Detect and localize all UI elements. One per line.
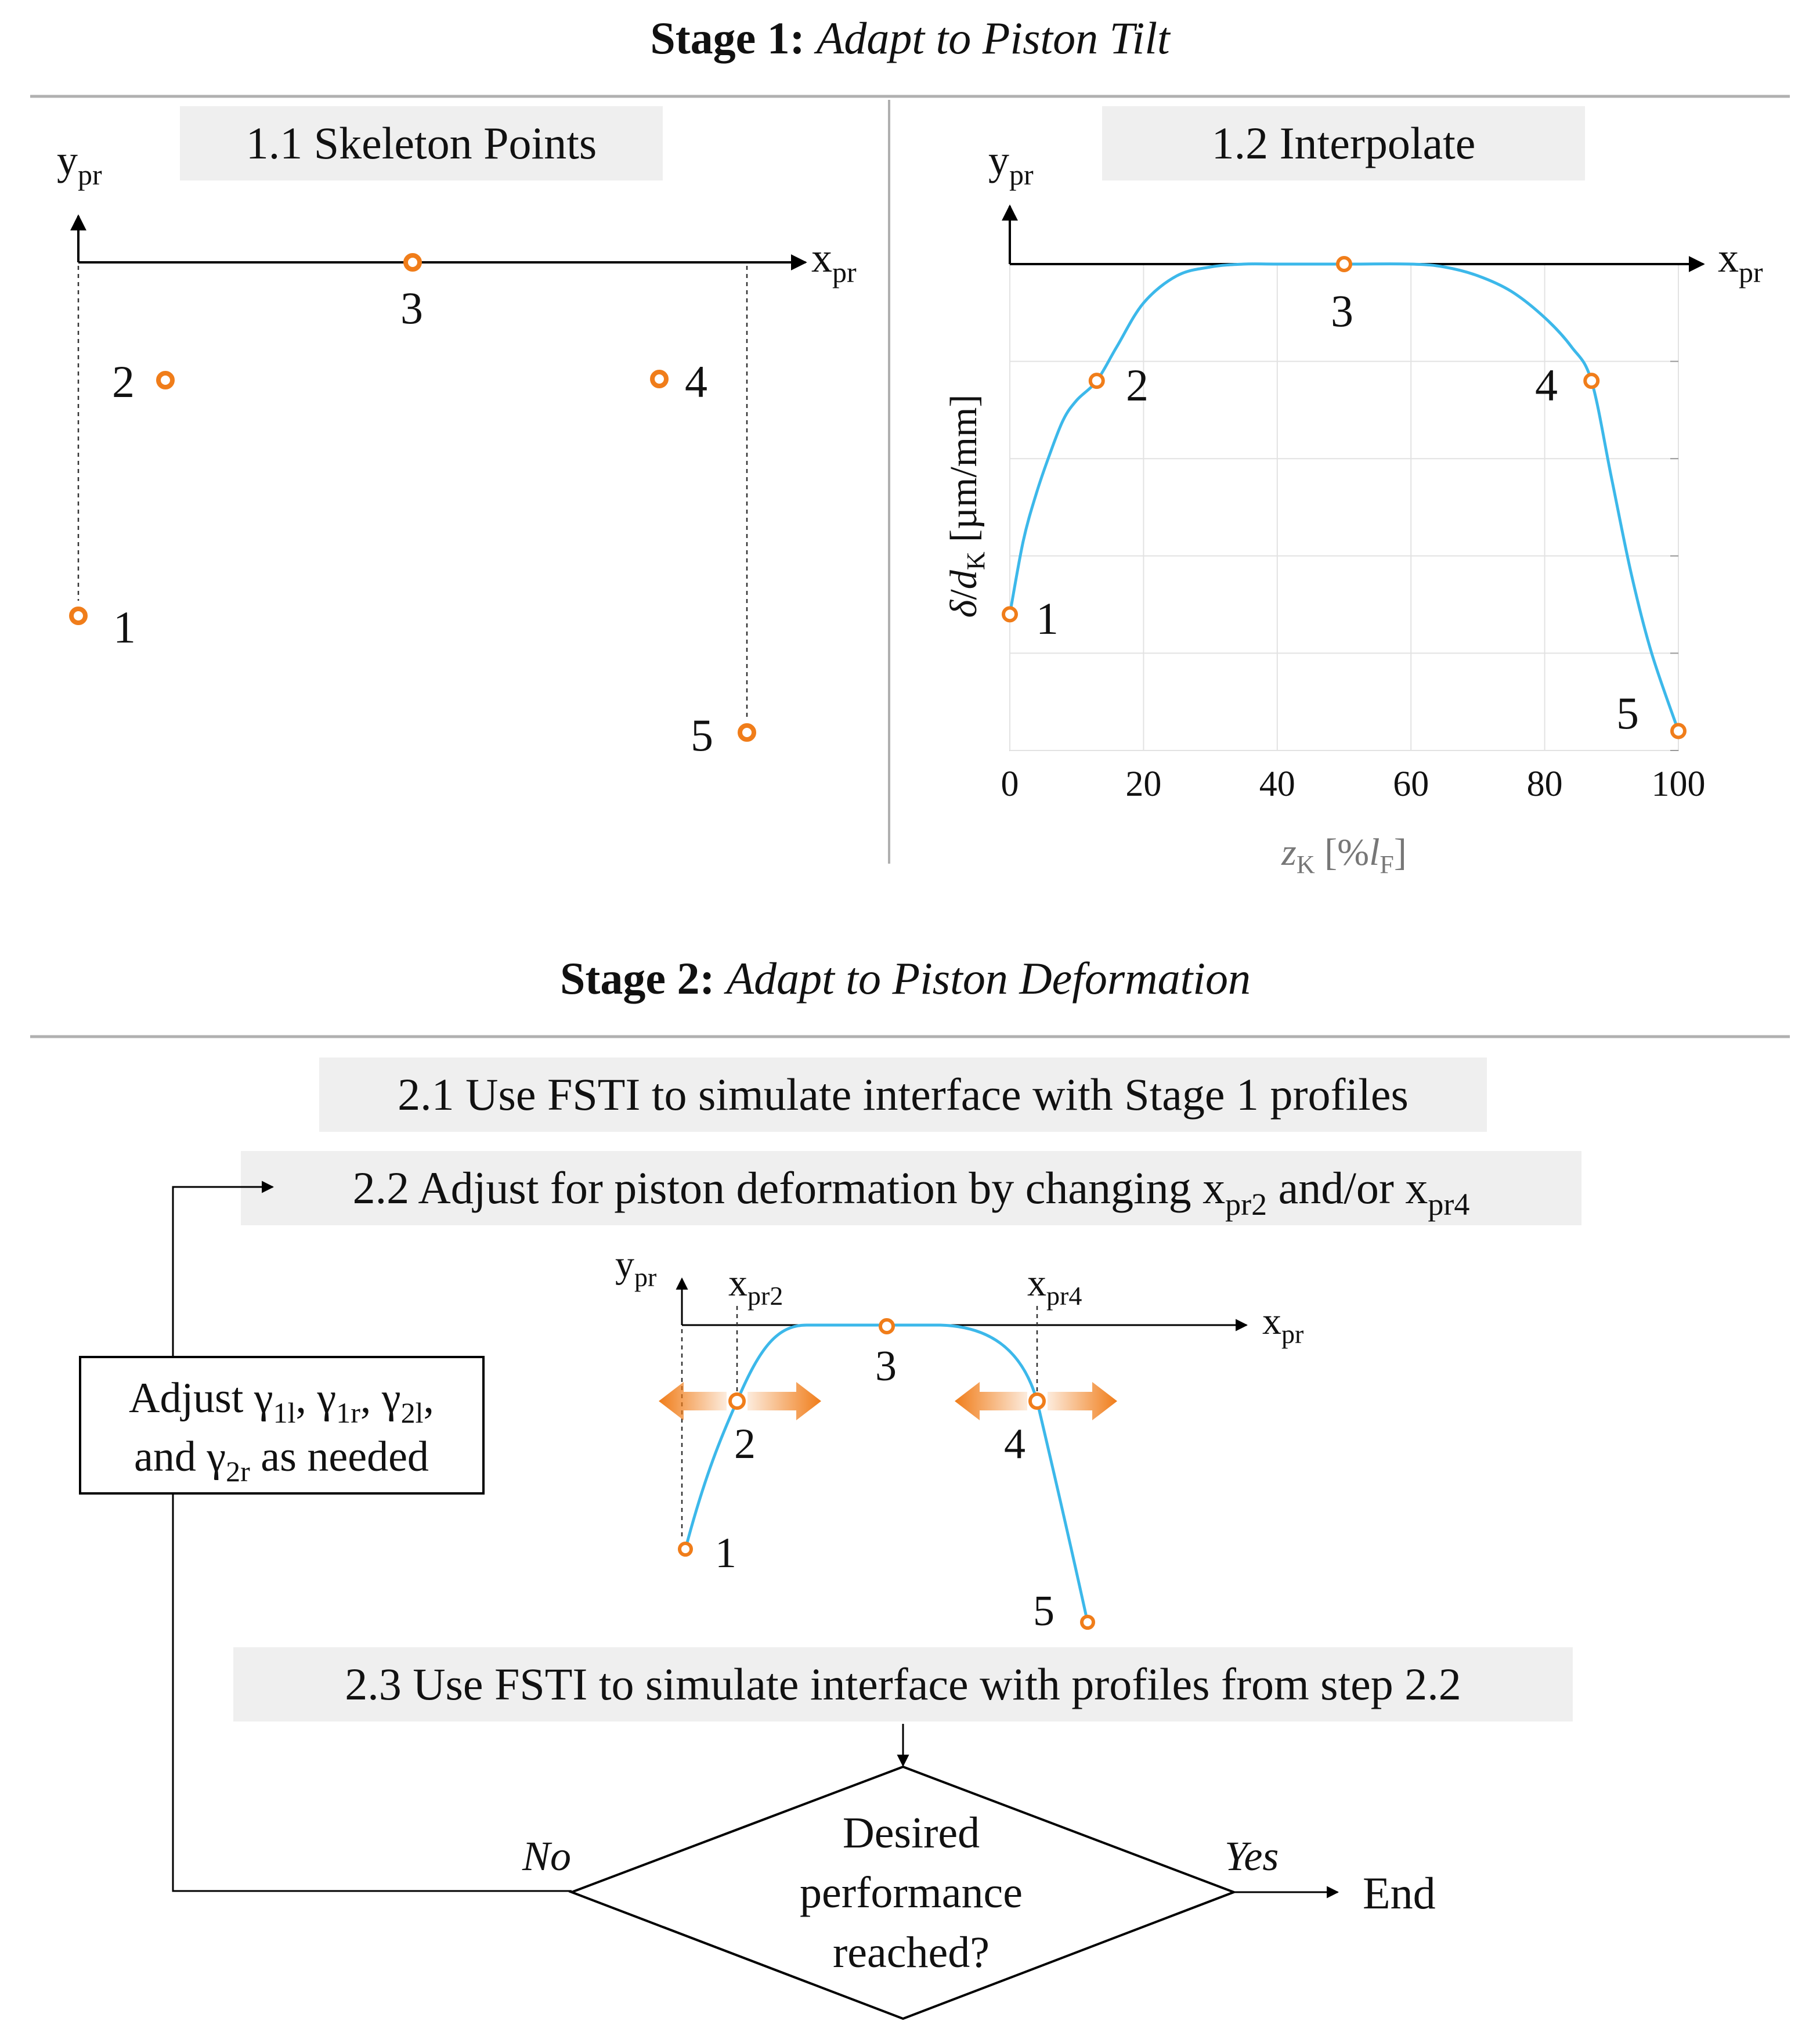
chart-x-ticks bbox=[1001, 764, 1706, 804]
chart-x-tick-label: 100 bbox=[1651, 764, 1706, 804]
panel-1-2-point-label-1: 1 bbox=[1036, 593, 1059, 644]
adjust-box-line-2: and $\gamma_{2r}$ as needed bbox=[134, 1433, 429, 1488]
skeleton-point-4 bbox=[652, 372, 666, 386]
diagram-2-2-xpr2-label: $x_{pr2}$ bbox=[728, 1262, 783, 1311]
stage1-title-bold: Stage 1: bbox=[650, 13, 805, 63]
chart-y-axis-label: $\delta/d_K$ [µm/mm] bbox=[943, 394, 990, 618]
adjust-box-line-1: Adjust $\gamma_{1l}$, $\gamma_{1r}$, $\gamma_{2l}$, bbox=[129, 1374, 434, 1429]
stage2-title bbox=[560, 953, 1251, 1004]
panel-1-1-y-label: $y_{pr}$ bbox=[57, 137, 102, 191]
diagram-2-2-point-5 bbox=[1082, 1616, 1093, 1628]
diagram-2-2-point-3 bbox=[880, 1320, 893, 1333]
decision-yes-label: Yes bbox=[1225, 1833, 1279, 1879]
panel-1-1-point-label-1: 1 bbox=[113, 602, 136, 652]
stage1-title bbox=[650, 13, 1171, 63]
decision-line-3: reached? bbox=[833, 1928, 990, 1977]
skeleton-point-5 bbox=[740, 726, 754, 739]
diagram-2-2-point-label-4: 4 bbox=[1004, 1420, 1025, 1468]
stage2-title-bold: Stage 2: bbox=[560, 953, 715, 1004]
diagram-2-2-point-4 bbox=[1030, 1394, 1044, 1408]
decision-line-1: Desired bbox=[842, 1809, 980, 1857]
chart-grid bbox=[1010, 264, 1678, 750]
diagram-2-2-x-label: $x_{pr}$ bbox=[1262, 1300, 1304, 1349]
chart-point-4 bbox=[1585, 374, 1598, 387]
step-2-3-label: 2.3 Use FSTI to simulate interface with profiles from step 2.2 bbox=[345, 1659, 1461, 1709]
chart-x-axis-label: $z_K$ $[\%l_F]$ bbox=[1281, 831, 1407, 879]
panel-1-1-point-label-3: 3 bbox=[400, 283, 423, 333]
chart-x-tick-label: 40 bbox=[1259, 764, 1295, 804]
chart-frame bbox=[1010, 264, 1678, 750]
stage2-title-italic: Adapt to Piston Deformation bbox=[726, 953, 1251, 1004]
chart-x-tick-label: 80 bbox=[1526, 764, 1563, 804]
panel-1-1-x-label: $x_{pr}$ bbox=[811, 234, 857, 288]
panel-1-2-point-label-5: 5 bbox=[1616, 688, 1639, 738]
diagram-2-2-point-2 bbox=[730, 1394, 744, 1408]
panel-1-2-point-label-2: 2 bbox=[1126, 360, 1149, 410]
panel-1-2-x-label: $x_{pr}$ bbox=[1718, 234, 1763, 288]
skeleton-point-3 bbox=[406, 255, 420, 269]
panel-1-1-label: 1.1 Skeleton Points bbox=[245, 118, 597, 168]
panel-1-1-point-label-5: 5 bbox=[691, 710, 713, 760]
diagram-2-2-y-label: $y_{pr}$ bbox=[615, 1243, 657, 1292]
diagram-2-2-xpr4-label: $x_{pr4}$ bbox=[1027, 1262, 1082, 1311]
panel-1-2-point-label-4: 4 bbox=[1535, 360, 1558, 410]
chart-x-tick-label: 20 bbox=[1125, 764, 1162, 804]
chart-point-5 bbox=[1672, 724, 1685, 737]
skeleton-point-1 bbox=[71, 609, 85, 623]
diagram-2-2-point-1 bbox=[680, 1543, 691, 1555]
panel-1-1-point-label-4: 4 bbox=[685, 356, 707, 407]
diagram-2-2-point-label-2: 2 bbox=[734, 1420, 756, 1468]
panel-1-2-y-label: $y_{pr}$ bbox=[988, 137, 1034, 191]
chart-x-tick-label: 60 bbox=[1393, 764, 1429, 804]
panel-1-2-point-label-3: 3 bbox=[1331, 286, 1353, 336]
end-label: End bbox=[1363, 1868, 1436, 1918]
diagram-2-2-point-label-1: 1 bbox=[715, 1529, 736, 1577]
diagram-2-2 bbox=[615, 1243, 1303, 1635]
diagram-2-2-point-label-3: 3 bbox=[875, 1343, 897, 1390]
chart-point-2 bbox=[1090, 374, 1103, 387]
diagram-2-2-point-label-5: 5 bbox=[1033, 1587, 1055, 1635]
step-2-2-label: 2.2 Adjust for piston deformation by changing $x_{pr2}$ and/or $x_{pr4}$ bbox=[352, 1163, 1470, 1222]
decision-line-2: performance bbox=[800, 1868, 1023, 1917]
chart-x-tick-label: 0 bbox=[1001, 764, 1019, 804]
panel-1-1-point-label-2: 2 bbox=[112, 356, 135, 407]
skeleton-point-2 bbox=[158, 373, 172, 387]
chart-point-3 bbox=[1338, 258, 1350, 270]
panel-1-2-label: 1.2 Interpolate bbox=[1211, 118, 1476, 168]
chart-point-1 bbox=[1003, 608, 1016, 620]
step-2-1-label: 2.1 Use FSTI to simulate interface with Stage 1 profiles bbox=[398, 1069, 1409, 1120]
decision-no-label: No bbox=[522, 1833, 572, 1879]
stage1-title-italic: Adapt to Piston Tilt bbox=[816, 13, 1170, 63]
